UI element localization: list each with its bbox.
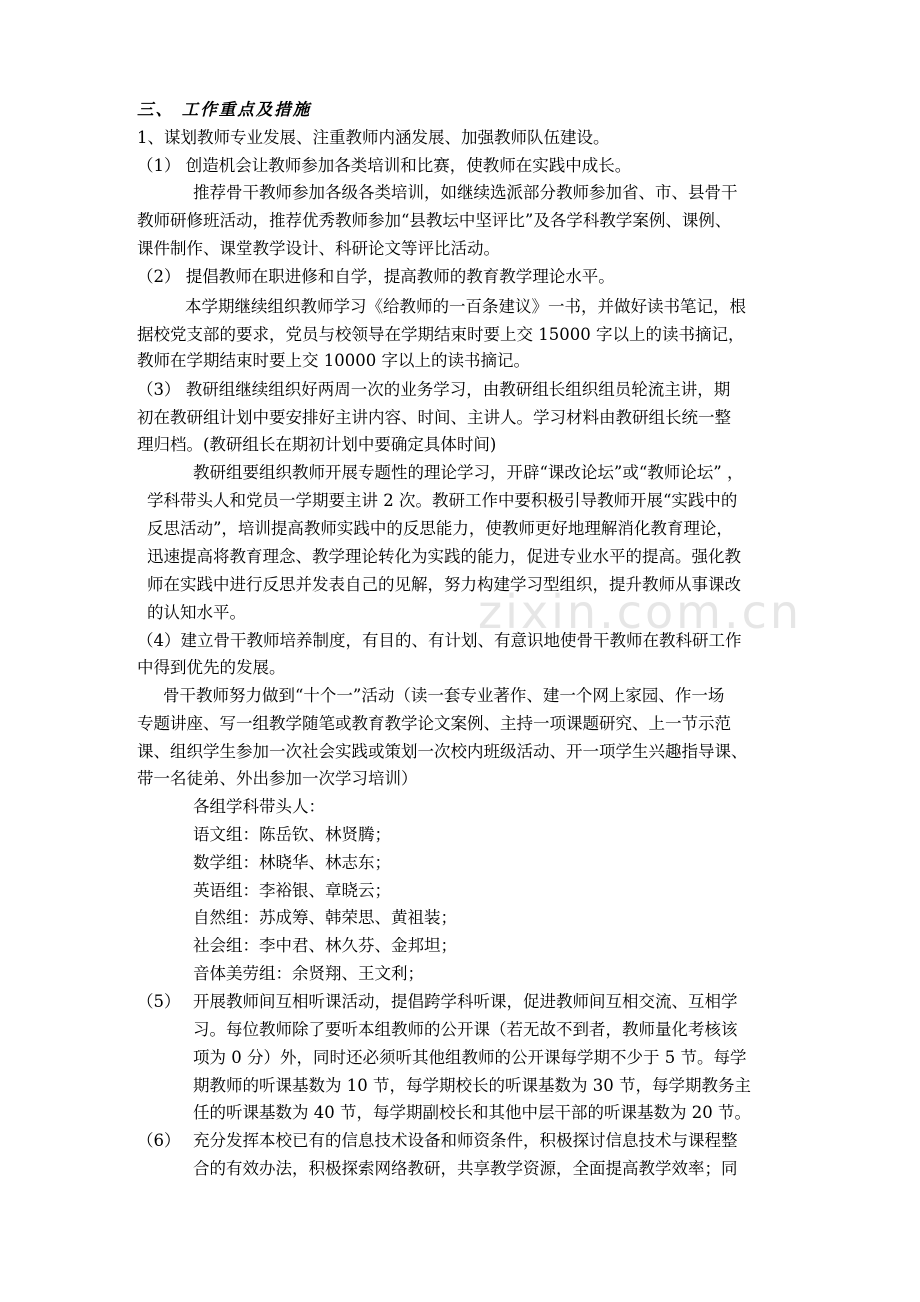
text-line: 的认知水平。 (147, 603, 246, 622)
watermark: zixin.com.cn (478, 585, 803, 639)
text-line: （4）建立骨干教师培养制度，有目的、有计划、有意识地使骨干教师在教科研工作 (137, 631, 742, 650)
text-line: 专题讲座、写一组教学随笔或教育教学论文案例、主持一项课题研究、上一节示范 (137, 714, 731, 733)
text-line: 1、谋划教师专业发展、注重教师内涵发展、加强教师队伍建设。 (137, 128, 610, 147)
text-line: 中得到优先的发展。 (137, 658, 286, 677)
text-line: 学科带头人和党员一学期要主讲 2 次。教研工作中要积极引导教师开展“实践中的 (147, 491, 738, 510)
text-line: 各组学科带头人： (193, 797, 325, 816)
text-line: 自然组：苏成筹、韩荣思、黄祖装； (193, 908, 457, 927)
text-line: 语文组：陈岳钦、林贤腾； (193, 825, 391, 844)
text-line: 课、组织学生参加一次社会实践或策划一次校内班级活动、开一项学生兴趣指导课、 (137, 742, 748, 761)
section-title: 三、 工作重点及措施 (137, 100, 312, 119)
text-line: 充分发挥本校已有的信息技术设备和师资条件，积极探讨信息技术与课程整 (193, 1131, 738, 1150)
text-line: 习。每位教师除了要听本组教师的公开课（若无故不到者，教师量化考核该 (193, 1020, 738, 1039)
text-line: 推荐骨干教师参加各级各类培训，如继续选派部分教师参加省、市、县骨干 (193, 183, 738, 202)
text-line: 教师在学期结束时要上交 10000 字以上的读书摘记。 (137, 351, 530, 370)
text-line: 本学期继续组织教师学习《给教师的一百条建议》一书，并做好读书笔记，根 (185, 297, 746, 316)
text-line: 据校党支部的要求，党员与校领导在学期结束时要上交 15000 字以上的读书摘记， (137, 325, 745, 344)
text-line: 初在教研组计划中要安排好主讲内容、时间、主讲人。学习材料由教研组长统一整 (137, 408, 731, 427)
text-line: 教研组要组织教师开展专题性的理论学习，开辟“课改论坛”或“教师论坛” ， (193, 463, 744, 482)
text-line: 数学组：林晓华、林志东； (193, 853, 391, 872)
item-number: （6） (137, 1131, 181, 1150)
text-line: 反思活动”，培训提高教师实践中的反思能力，使教师更好地理解消化教育理论， (147, 519, 733, 538)
text-line: 课件制作、课堂教学设计、科研论文等评比活动。 (137, 239, 500, 258)
text-line: （3） 教研组继续组织好两周一次的业务学习，由教研组长组织组员轮流主讲，期 (137, 380, 731, 399)
item-number: （5） (137, 992, 181, 1011)
text-line: 音体美劳组：余贤翔、王文利； (193, 964, 424, 983)
text-line: 师在实践中进行反思并发表自己的见解，努力构建学习型组织，提升教师从事课改 (147, 575, 741, 594)
text-line: 教师研修班活动，推荐优秀教师参加“县教坛中坚评比”及各学科教学案例、课例、 (137, 211, 732, 230)
text-line: 英语组：李裕银、章晓云； (193, 881, 391, 900)
text-line: 合的有效办法，积极探索网络教研，共享教学资源，全面提高教学效率；同 (193, 1159, 738, 1178)
text-line: 理归档。(教研组长在期初计划中要确定具体时间) (137, 435, 497, 454)
text-line: 开展教师间互相听课活动，提倡跨学科听课，促进教师间互相交流、互相学 (193, 992, 738, 1011)
text-line: 期教师的听课基数为 10 节，每学期校长的听课基数为 30 节，每学期教务主 (193, 1076, 751, 1095)
text-line: 带一名徒弟、外出参加一次学习培训） (137, 769, 418, 788)
text-line: 社会组：李中君、林久芬、金邦坦； (193, 936, 457, 955)
text-line: 项为 0 分）外，同时还必须听其他组教师的公开课每学期不少于 5 节。每学 (193, 1048, 747, 1067)
text-line: 任的听课基数为 40 节，每学期副校长和其他中层干部的听课基数为 20 节。 (193, 1103, 751, 1122)
text-line: 骨干教师努力做到“十个一”活动（读一套专业著作、建一个网上家园、作一场 (163, 686, 725, 705)
text-line: 迅速提高将教育理念、教学理论转化为实践的能力，促进专业水平的提高。强化教 (147, 547, 741, 566)
text-line: （1） 创造机会让教师参加各类培训和比赛，使教师在实践中成长。 (137, 156, 632, 175)
text-line: （2） 提倡教师在职进修和自学，提高教师的教育教学理论水平。 (137, 267, 615, 286)
